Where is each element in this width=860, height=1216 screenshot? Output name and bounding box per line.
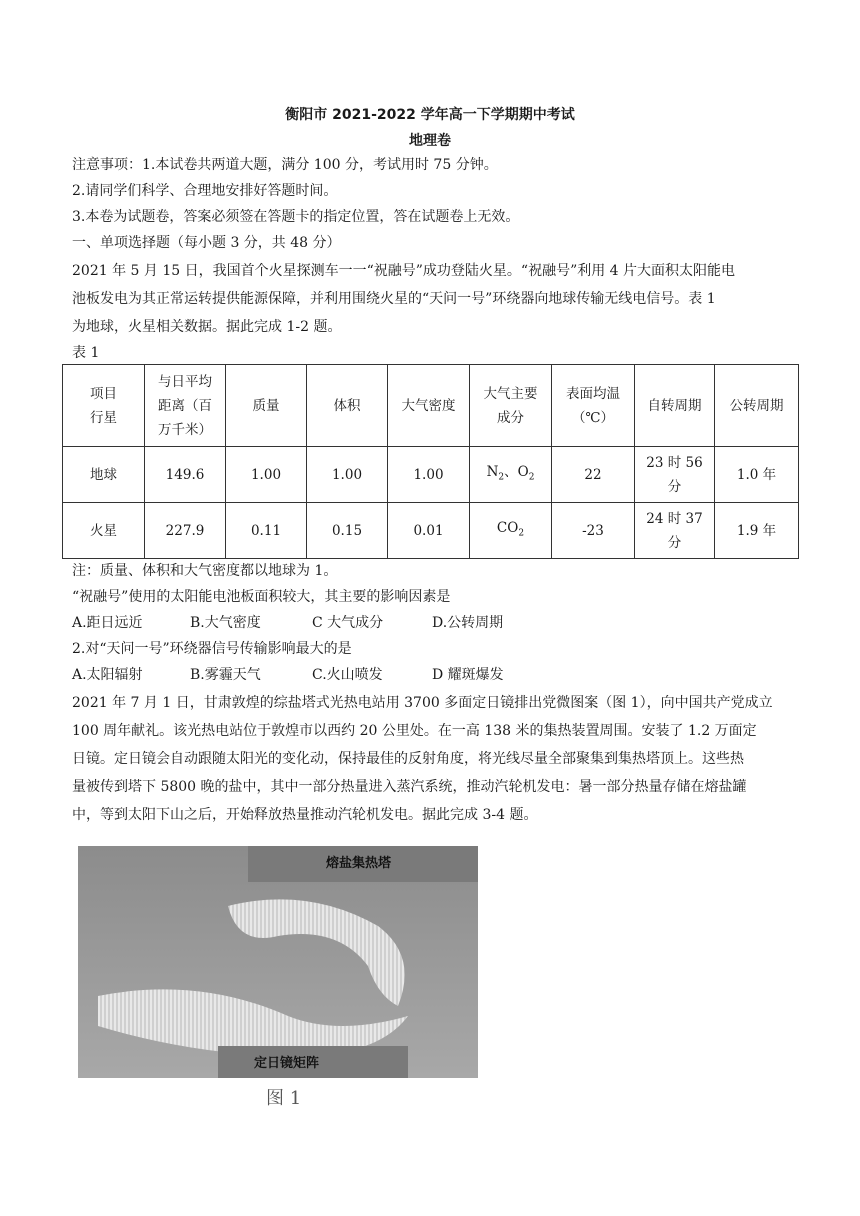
cell-revolution: 1.0 年 xyxy=(715,447,799,503)
passage2-line-2: 100 周年献礼。该光热电站位于敦煌市以西约 20 公里处。在一高 138 米的集热装置周围。安装了 1.2 万面定 xyxy=(72,723,757,739)
header-cell-item: 项目 行星 xyxy=(63,365,145,447)
header-cell-distance: 与日平均 距离（百 万千米） xyxy=(145,365,226,447)
question-1-option-a: A.距日远近 xyxy=(72,615,143,631)
passage2-line-3: 日镜。定日镜会自动跟随太阳光的变化动，保持最佳的反射角度，将光线尽量全部聚集到集热塔顶上。这些热 xyxy=(72,751,744,767)
section-heading: 一、单项选择题（每小题 3 分，共 48 分） xyxy=(72,235,341,251)
cell-density: 1.00 xyxy=(388,447,470,503)
header-cell-density: 大气密度 xyxy=(388,365,470,447)
header-cell-temperature: 表面均温 （℃） xyxy=(552,365,635,447)
header-cell-revolution: 公转周期 xyxy=(715,365,799,447)
cell-volume: 1.00 xyxy=(307,447,388,503)
cell-volume: 0.15 xyxy=(307,503,388,559)
header-cell-volume: 体积 xyxy=(307,365,388,447)
tower-label: 熔盐集热塔 xyxy=(326,856,392,871)
question-2-option-c: C.火山喷发 xyxy=(312,667,383,683)
question-2-option-d: D 耀斑爆发 xyxy=(432,667,504,683)
passage1-line-3: 为地球，火星相关数据。据此完成 1-2 题。 xyxy=(72,319,342,335)
passage1-line-2: 池板发电为其正常运转提供能源保障，并利用围绕火星的“天问一号”环绕器向地球传输无线电信号。表 1 xyxy=(72,291,716,307)
passage1-line-1: 2021 年 5 月 15 日，我国首个火星探测车一一“祝融号”成功登陆火星。“祝融号”利用 4 片大面积太阳能电 xyxy=(72,263,736,279)
solar-plant-photo-art xyxy=(78,846,478,1078)
cell-mass: 1.00 xyxy=(226,447,307,503)
cell-atmosphere: $CO_2$ xyxy=(470,503,552,559)
planet-data-table xyxy=(62,364,799,559)
table-row xyxy=(63,447,799,503)
cell-rotation: 23 时 56 分 xyxy=(635,447,715,503)
header-cell-mass: 质量 xyxy=(226,365,307,447)
note-1: 注意事项：1.本试卷共两道大题，满分 100 分，考试用时 75 分钟。 xyxy=(72,157,498,173)
passage2-line-4: 量被传到塔下 5800 晚的盐中，其中一部分热量进入蒸汽系统，推动汽轮机发电：暑一部分热量存储在熔盐罐 xyxy=(72,779,747,795)
passage2-line-5: 中，等到太阳下山之后，开始释放热量推动汽轮机发电。据此完成 3-4 题。 xyxy=(72,807,538,823)
note-3: 3.本卷为试题卷，答案必须签在答题卡的指定位置，答在试题卷上无效。 xyxy=(72,209,520,225)
figure-caption: 图 1 xyxy=(266,1088,302,1109)
table-caption: 表 1 xyxy=(72,345,100,361)
table-note: 注：质量、体积和大气密度都以地球为 1。 xyxy=(72,563,338,579)
table-row xyxy=(63,503,799,559)
passage2-line-1: 2021 年 7 月 1 日，甘肃敦煌的综盐塔式光热电站用 3700 多面定日镜排出党微图案（图 1），向中国共产党成立 xyxy=(72,695,773,711)
header-cell-rotation: 自转周期 xyxy=(635,365,715,447)
question-1-option-b: B.大气密度 xyxy=(190,615,261,631)
cell-atmosphere: $N_2$、$O_2$ xyxy=(470,447,552,503)
question-1-stem: “祝融号”使用的太阳能电池板面积较大，其主要的影响因素是 xyxy=(72,589,451,605)
solar-plant-photo xyxy=(78,846,478,1078)
exam-subtitle: 地理卷 xyxy=(409,133,451,149)
cell-temperature: -23 xyxy=(552,503,635,559)
cell-rotation: 24 时 37 分 xyxy=(635,503,715,559)
cell-temperature: 22 xyxy=(552,447,635,503)
cell-distance: 227.9 xyxy=(145,503,226,559)
question-2-option-b: B.雾霾天气 xyxy=(190,667,261,683)
cell-mass: 0.11 xyxy=(226,503,307,559)
cell-revolution: 1.9 年 xyxy=(715,503,799,559)
cell-planet: 地球 xyxy=(63,447,145,503)
cell-distance: 149.6 xyxy=(145,447,226,503)
mirror-array-label: 定日镜矩阵 xyxy=(254,1056,320,1071)
exam-title: 衡阳市 2021-2022 学年高一下学期期中考试 xyxy=(285,107,575,123)
header-cell-atmosphere: 大气主要 成分 xyxy=(470,365,552,447)
question-1-option-d: D.公转周期 xyxy=(432,615,504,631)
question-2-stem: 2.对“天问一号”环绕器信号传输影响最大的是 xyxy=(72,641,352,657)
question-1-option-c: C 大气成分 xyxy=(312,615,384,631)
table-header-row xyxy=(63,365,799,447)
cell-density: 0.01 xyxy=(388,503,470,559)
cell-planet: 火星 xyxy=(63,503,145,559)
note-2: 2.请同学们科学、合理地安排好答题时间。 xyxy=(72,183,338,199)
question-2-option-a: A.太阳辐射 xyxy=(72,667,143,683)
